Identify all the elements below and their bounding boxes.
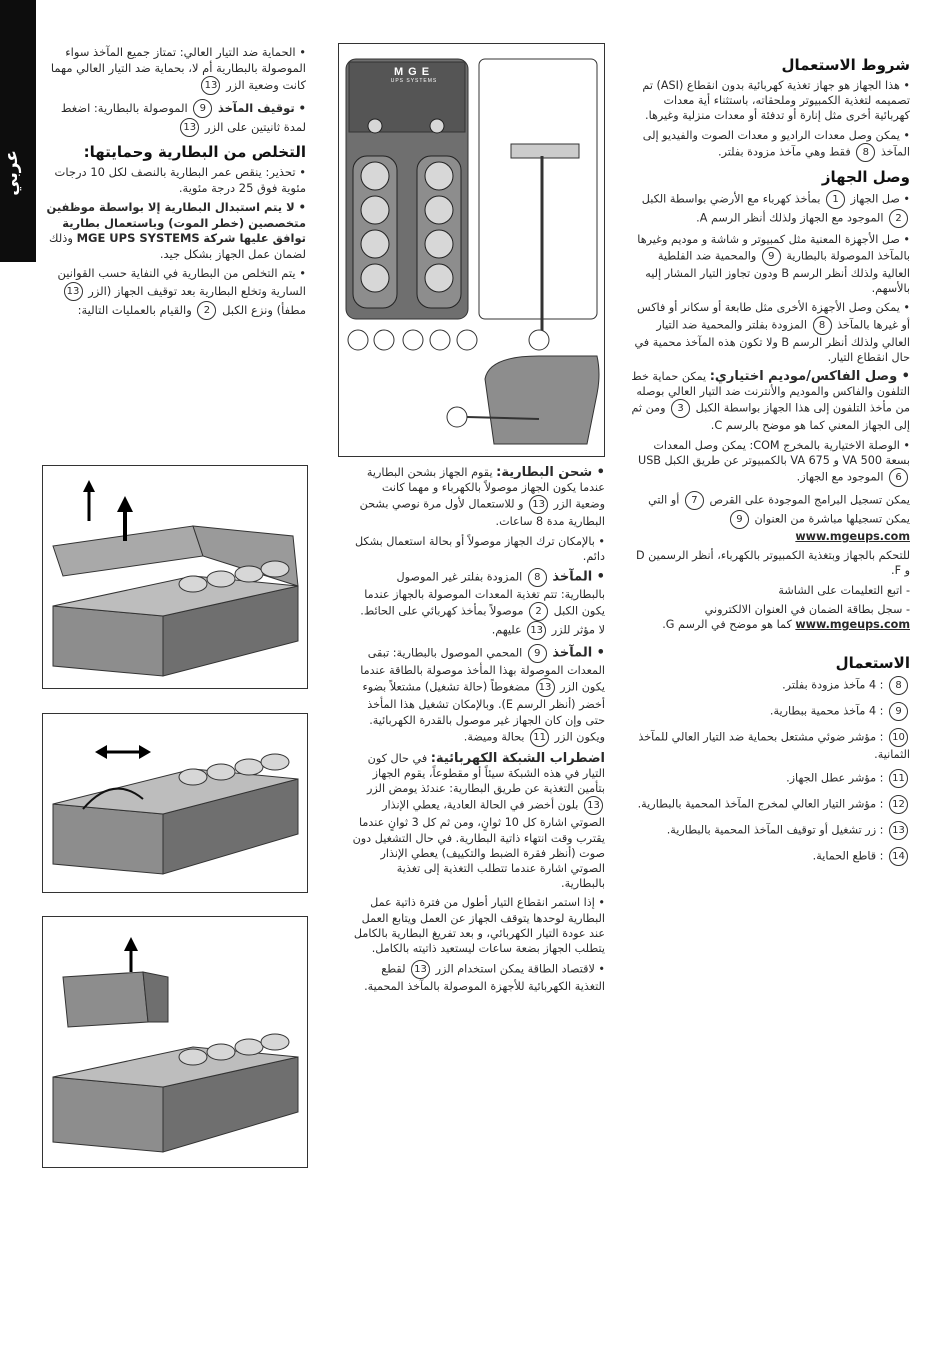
- double-arrow-icon: [95, 745, 151, 759]
- ups-description-paragraph: • هذا الجهاز هو جهاز تغذية كهربائية بدون انقطاع (ASI) تم تصميمه لتغذية الكمبيوتر وملحقاته، باستثناء أية معدات كهربائية أخرى مثل إنارة أو تدفئة أو معدات منزلية وغيرها.: [642, 79, 910, 123]
- permanent-use-paragraph: • بالإمكان ترك الجهاز موصولاً أو بحالة استعمال بشكل دائم.: [354, 534, 605, 563]
- connect-computer-paragraph: • صل الأجهزة المعنية مثل كمبيوتر و شاشة و موديم وغيرها بالمآخذ الموصولة بالبطارية 9 والمحمية ضد الفلطية العالية ولذلك أنظر الرسم B ودون تجاوز التيار المشار إليه بالأسهم.: [637, 232, 910, 296]
- arrow-up-icon: [124, 937, 138, 972]
- surge-protection-paragraph: • الحماية ضد التيار العالي: تمتاز جميع المآخذ سواء الموصولة بالبطارية أم لا، بحماية ضد التيار العالي مهما كانت وضعية الزر 13: [40, 45, 306, 95]
- battery-extraction-figure: [42, 916, 308, 1168]
- logo-subtext: UPS SYSTEMS: [390, 78, 438, 84]
- logo-text: MGE: [393, 66, 435, 78]
- warranty-link[interactable]: www.mgeups.com: [795, 618, 910, 632]
- protected-outlets-paragraph: • المآخذ 9 المحمي الموصول بالبطارية: تبقى المعدات الموصولة بهذا المأخذ موصولة بالطاقة عندما يكون الزر 13 مضغوطاً (حالة تشغيل) مشتعلاً بضوء أخضر (أنظر الرسم E). وبالإمكان تشغيل هذا المأخذ حتى وإن كان الجهاز غير موصول بالقدرة الكهربائية. ويكون الزر 11 بحالة وميضة.: [352, 644, 605, 747]
- battery-charging-paragraph: • شحن البطارية: يقوم الجهاز بشحن البطارية عندما يكون الجهاز موصولاً بالكهرباء و مهما كانت وضعية الزر 13 و للاستعمال لأول مرة نوصي بشحن البطارية مدة 8 ساعات.: [359, 465, 605, 529]
- brand-name: MGE UPS SYSTEMS: [76, 231, 200, 245]
- legend-item: 11 : مؤشر عطل الجهاز.: [630, 769, 910, 788]
- control-paragraph: للتحكم بالجهاز وبتغذية الكمبيوتر بالكهرباء، أنظر الرسمين D و F.: [635, 549, 910, 578]
- battery-disposal-heading: التخلص من البطارية وحمايتها:: [83, 143, 306, 161]
- left-text-column: [40, 45, 306, 324]
- extended-outage-paragraph: • إذا استمر انقطاع التيار أطول من فترة ذاتية عمل البطارية لوحدها يتوقف الجهاز عن العمل ويتابع العمل عند عودة التيار الكهربائي، و بعد تفريغ البطارية بالكامل يتطلب الجهاز بضعة ساعات ليستعيد ذاتيته بالكامل.: [353, 896, 605, 956]
- mge-logo: [379, 66, 449, 84]
- battery-warning-paragraph: • تحذير: ينقص عمر البطارية بالنصف لكل 10 درجات مئوية فوق 25 درجة مئوية.: [54, 165, 306, 195]
- legend-item: 8 : 4 مآخذ مزودة بفلتر.: [630, 676, 910, 695]
- legend-item: 12 : مؤشر التيار العالي لمخرج المآخذ المحمية بالبطارية.: [630, 795, 910, 814]
- middle-text-column: [352, 465, 605, 998]
- right-text-column: [630, 50, 910, 873]
- arrow-up-icon: [83, 480, 95, 521]
- battery-replacement-paragraph: • لا يتم استبدال البطارية إلا بواسطة موظفين متخصصين (خطر الموت) وباستعمال بطارية توافق عليها شركة MGE UPS SYSTEMS وذلك لضمان عمل الجهاز بشكل جيد.: [46, 200, 306, 261]
- language-side-tab: [0, 0, 36, 262]
- battery-slide-figure: [42, 713, 308, 893]
- legend-list: [630, 676, 910, 866]
- filtered-outlets-paragraph: • المآخذ 8 المزودة بفلتر غير الموصول بالبطارية: تتم تغذية المعدات الموصولة بالجهاز عندما يكون الكبل 2 موصولاً بمأخذ كهربائي على الحائط. لا مؤثر للزر 13 عليهم.: [352, 568, 605, 640]
- connection-heading: وصل الجهاز: [821, 167, 910, 186]
- device-diagram: [338, 43, 605, 457]
- audio-video-paragraph: • يمكن وصل معدات الراديو و معدات الصوت والفيديو إلى المآخذ 8 فقط وهي مآخذ مزودة بفلتر.: [630, 128, 910, 162]
- legend-item: 13 : زر تشغيل أو توقيف المآخذ المحمية بالبطارية.: [630, 821, 910, 840]
- website-link[interactable]: www.mgeups.com: [795, 530, 910, 544]
- legend-item: 9 : 4 مآخذ محمية ببطارية.: [630, 702, 910, 721]
- power-failure-paragraph: اضطراب الشبكة الكهربائية: في حال كون التيار في هذه الشبكة سيئاً أو مقطوعاً، يقوم الجهاز بتأمين التغذية عن طريق البطارية: عندئذ يومض الزر 13 بلون أخضر في الحالة العادية، يعطي الإنذار الصوتي اشارة كل 10 ثوانٍ، ومن ثم كل 3 ثوانٍ عندما يقترب وقت انتهاء ذاتية البطارية. في حال التشغيل دون صوت (أنظر فقرة الضبط والتكييف) يعطي الإنذار الصوتي اشارة عندما تتطلب التغذية إلى تغذية بالبطارية.: [352, 750, 605, 891]
- usage-heading: الاستعمال: [835, 654, 910, 673]
- screen-instructions: - اتبع التعليمات على الشاشة: [778, 583, 910, 597]
- legend-item: 14 : قاطع الحماية.: [630, 847, 910, 866]
- battery-removal-paragraph: • يتم التخلص من البطارية في النفاية حسب القوانين السارية وتخلع البطارية بعد توقيف الجهاز (الزر 13 مطفأ) ونزع الكبل 2 والقيام بالعمليات التالية:: [40, 266, 306, 320]
- energy-saving-paragraph: • لاقتصاد الطاقة يمكن استخدام الزر 13 لقطع التغذية الكهربائية للأجهزة الموصولة بالمآخذ المحمية.: [352, 960, 605, 994]
- com-port-paragraph: • الوصلة الاختيارية بالمخرج COM: يمكن وصل المعدات بسعة 500 VA و 675 VA بالكمبيوتر عن طريق الكبل USB 6 الموجود مع الجهاز.: [630, 438, 910, 487]
- battery-cover-removal-figure: [42, 465, 308, 689]
- warranty-paragraph: - سجل بطاقة الضمان في العنوان الالكتروني www.mgeups.com كما هو موضح في الرسم G.: [662, 602, 910, 632]
- connect-device-paragraph: • صل الجهاز 1 بمأخذ كهرباء مع الأرضي بواسطة الكبل 2 الموجود مع الجهاز ولذلك أنظر الرسم A.: [630, 190, 910, 228]
- connect-peripherals-paragraph: • يمكن وصل الأجهزة الأخرى مثل طابعة أو سكانر أو فاكس أو غيرها بالمآخذ 8 المزودة بفلتر والمحمية ضد التيار العالي ولذلك أنظر الرسم B ولا تكون هذه المآخذ محمية في حال انقطاع التيار.: [634, 301, 910, 364]
- stop-outlets-paragraph: • توقيف المآخذ 9 الموصولة بالبطارية: اضغط لمدة ثانيتين على الزر 13: [40, 99, 306, 137]
- software-paragraph: يمكن تسجيل البرامج الموجودة على القرص 7 أو التي يمكن تسجيلها مباشرة من العنوان 9 www.mgeups.com: [630, 491, 910, 544]
- fax-modem-paragraph: • وصل الفاكس/موديم اختياري: يمكن حماية خط التلفون والفاكس والموديم والأنترنت ضد التيار العالي بوصله من مأخذ التلفون إلى هذا الجهاز بواسطة الكبل 3 ومن ثم إلى الجهاز المعني كما هو موضح بالرسم C.: [631, 369, 910, 433]
- legend-item: 10 : مؤشر ضوئي مشتعل بحماية ضد التيار العالي للمآخذ الثمانية.: [630, 728, 910, 762]
- conditions-heading: شروط الاستعمال: [781, 56, 910, 74]
- language-tab-label: عربي: [2, 150, 22, 196]
- arrow-up-icon: [117, 496, 133, 541]
